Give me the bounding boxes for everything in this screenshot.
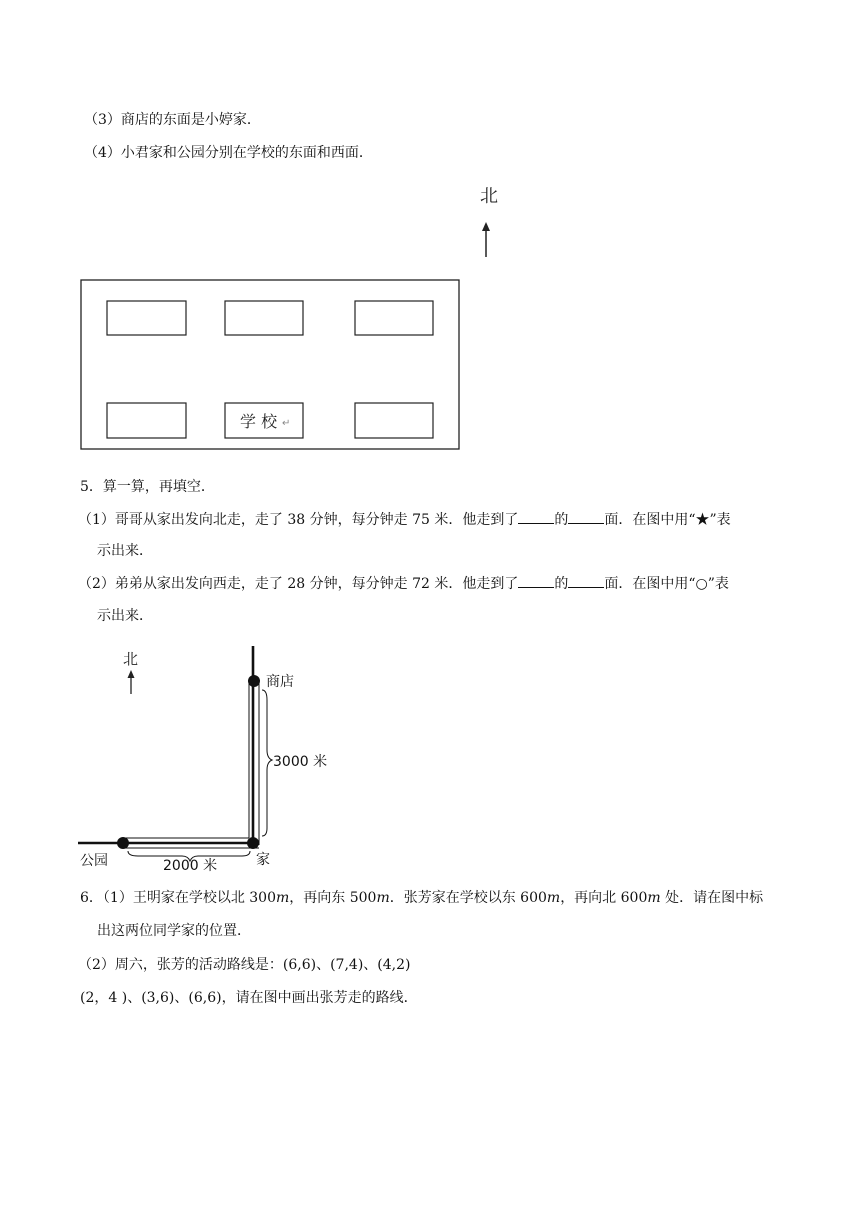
q4-box-bottom-left bbox=[107, 403, 186, 438]
q5-item-2-blank-2[interactable] bbox=[568, 573, 604, 588]
q5-north-arrow bbox=[128, 670, 135, 694]
q4-box-bottom-right bbox=[355, 403, 433, 438]
q5-shop-label: 商店 bbox=[266, 674, 294, 690]
q6-item-1-line-1: 6．（1）王明家在学校以北 300m，再向东 500m．张芳家在学校以东 600m，再向北 600m 处．请在图中标 bbox=[80, 890, 764, 906]
q5-north-label: 北 bbox=[123, 650, 139, 668]
q5-item-2-blank-1[interactable] bbox=[518, 573, 554, 588]
q5-shop-point bbox=[248, 675, 260, 687]
q5-park-point bbox=[117, 837, 129, 849]
q5-title: 5．算一算，再填空． bbox=[80, 479, 215, 495]
q5-home-point bbox=[247, 837, 259, 849]
q5-item-1-line-1: （1）哥哥从家出发向北走，走了 38 分钟，每分钟走 75 米．他走到了 的 面．在图中用“★”表 bbox=[78, 509, 731, 530]
q5-item-2-line-2: 示出来． bbox=[97, 608, 153, 624]
q5-route-map bbox=[0, 640, 860, 880]
q5-dist-vertical-label: 3000 米 bbox=[273, 754, 328, 770]
q4-north-label: 北 bbox=[480, 186, 498, 207]
q4-school-label: 学 校 bbox=[240, 412, 278, 431]
q6-item-2-line-1: （2）周六，张芳的活动路线是：(6,6)、(7,4)、(4,2) bbox=[78, 957, 411, 973]
q4-item-4: （4）小君家和公园分别在学校的东面和西面． bbox=[84, 145, 373, 161]
q4-box-top-right bbox=[355, 301, 433, 335]
q5-item-1-line-2: 示出来． bbox=[97, 543, 153, 559]
q4-north-arrow bbox=[482, 222, 490, 257]
q5-item-1-blank-1[interactable] bbox=[518, 509, 554, 524]
q5-item-2-line-1: （2）弟弟从家出发向西走，走了 28 分钟，每分钟走 72 米．他走到了 的 面．在图中用“○”表 bbox=[78, 573, 729, 594]
q5-home-label: 家 bbox=[256, 852, 270, 868]
q6-item-2-line-2: (2，4 )、(3,6)、(6,6)，请在图中画出张芳走的路线． bbox=[80, 990, 418, 1006]
q4-item-3: （3）商店的东面是小婷家． bbox=[84, 112, 261, 128]
q4-school-map bbox=[0, 0, 860, 460]
q6-item-1-line-2: 出这两位同学家的位置． bbox=[97, 923, 251, 939]
q5-park-label: 公园 bbox=[80, 853, 108, 869]
q4-box-top-left bbox=[107, 301, 186, 335]
return-mark-icon: ↵ bbox=[282, 418, 291, 429]
q4-box-top-middle bbox=[225, 301, 303, 335]
q5-dist-horizontal-label: 2000 米 bbox=[163, 858, 218, 874]
q5-item-1-blank-2[interactable] bbox=[568, 509, 604, 524]
q5-brace-vertical bbox=[262, 690, 272, 836]
